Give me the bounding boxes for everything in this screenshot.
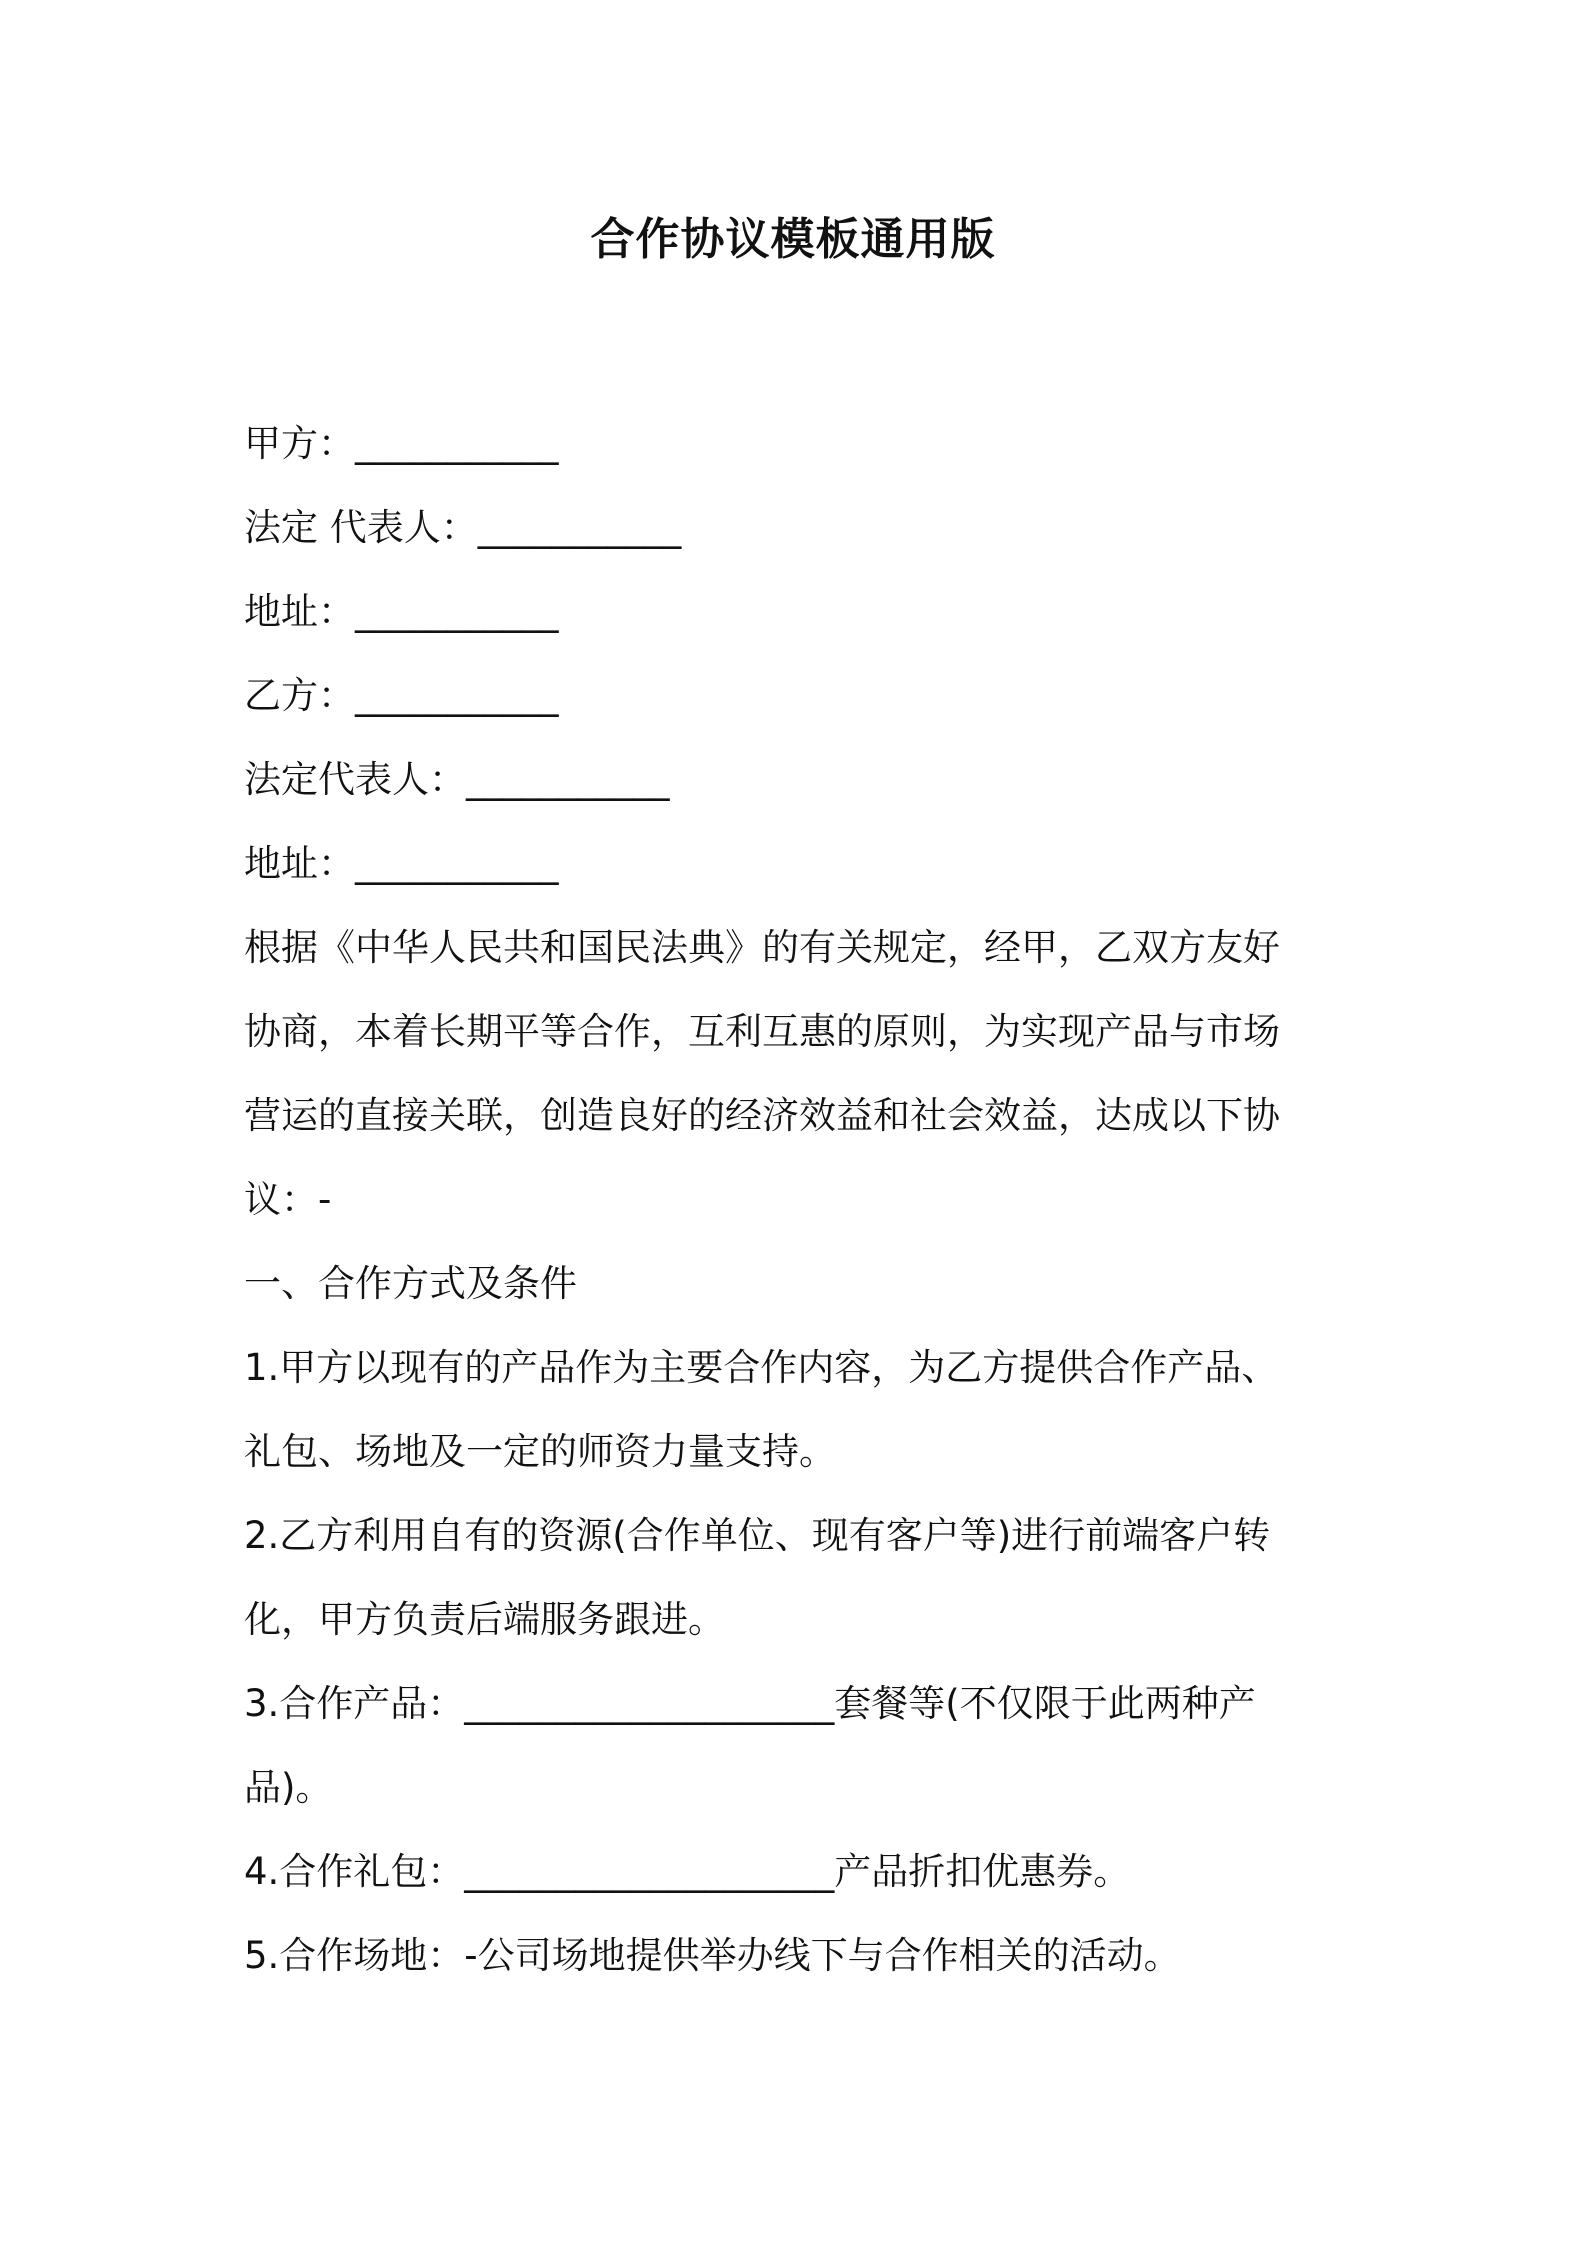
- party-a-field: 甲方：___________: [244, 422, 559, 465]
- preamble-line: 协商，本着长期平等合作，互利互惠的原则，为实现产品与市场: [244, 1010, 1280, 1053]
- document-body: [244, 402, 1364, 1998]
- party-b-address-field: 地址：___________: [244, 842, 559, 885]
- preamble-line: 根据《中华人民共和国民法典》的有关规定，经甲，乙双方友好: [244, 926, 1280, 969]
- clause-4: 4.合作礼包：____________________产品折扣优惠券。: [244, 1850, 1131, 1893]
- party-a-representative-field: 法定 代表人：___________: [244, 506, 682, 549]
- preamble-line: 议：-: [244, 1178, 332, 1221]
- clause-2-line: 2.乙方利用自有的资源(合作单位、现有客户等)进行前端客户转: [244, 1514, 1271, 1557]
- party-b-representative-field: 法定代表人：___________: [244, 758, 670, 801]
- page-title: 合作协议模板通用版: [590, 214, 996, 265]
- clause-1-line: 礼包、场地及一定的师资力量支持。: [244, 1430, 836, 1473]
- preamble-line: 营运的直接关联，创造良好的经济效益和社会效益，达成以下协: [244, 1094, 1280, 1137]
- section-heading: 一、合作方式及条件: [244, 1262, 577, 1305]
- clause-3-line: 3.合作产品：____________________套餐等(不仅限于此两种产: [244, 1682, 1256, 1725]
- clause-2-line: 化，甲方负责后端服务跟进。: [244, 1598, 725, 1641]
- clause-5: 5.合作场地：-公司场地提供举办线下与合作相关的活动。: [244, 1934, 1181, 1977]
- clause-3-line: 品)。: [244, 1766, 333, 1809]
- party-a-address-field: 地址：___________: [244, 590, 559, 633]
- party-b-field: 乙方：___________: [244, 674, 559, 717]
- clause-1-line: 1.甲方以现有的产品作为主要合作内容，为乙方提供合作产品、: [244, 1346, 1279, 1389]
